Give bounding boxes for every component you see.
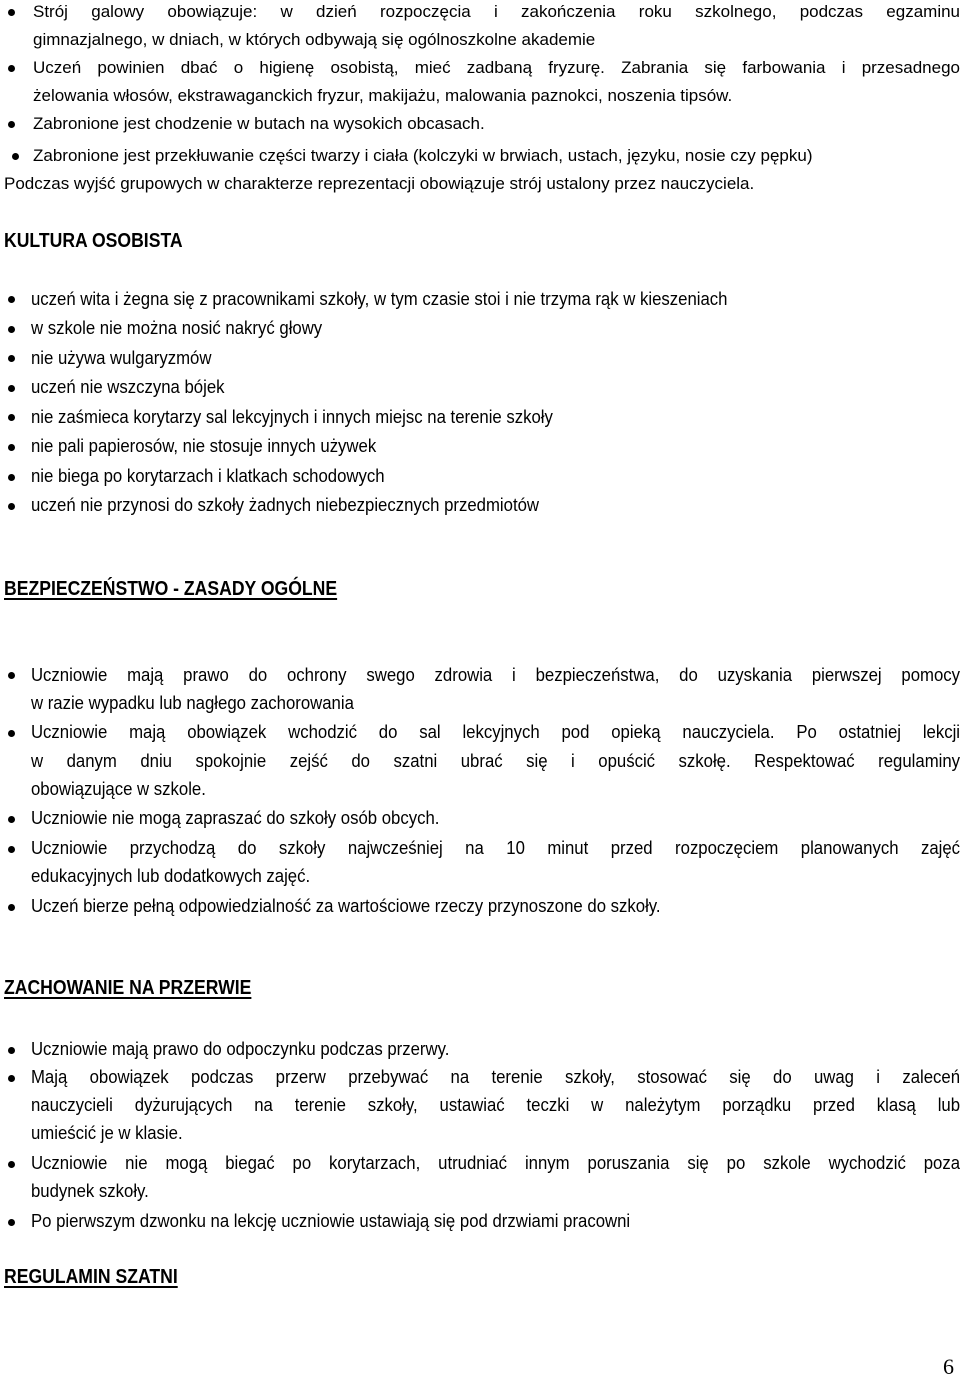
section-heading-text: REGULAMIN SZATNI [4, 1266, 178, 1288]
list-item-line: Zabronione jest chodzenie w butach na wysokich obcasach. [33, 114, 485, 133]
list-item-line: uczeń nie przynosi do szkoły żadnych niebezpiecznych przedmiotów [30, 495, 540, 515]
list-item-line: edukacyjnych lub dodatkowych zajęć. [30, 866, 311, 886]
list-item-line: budynek szkoły. [30, 1181, 149, 1201]
list-item-line: Uczniowie przychodzą do szkoły najwcześniej na 10 minut przed rozpoczęciem planowanych zajęć [30, 838, 960, 858]
list-item-line: uczeń nie wszczyna bójek [30, 377, 225, 397]
list-item-line: w szkole nie można nosić nakryć głowy [30, 318, 323, 338]
list-item-line: Uczniowie nie mogą biegać po korytarzach, utrudniać innym poruszania się po szkole wychodzić poza [30, 1153, 960, 1173]
list-item-line: nie pali papierosów, nie stosuje innych używek [30, 436, 377, 456]
list-item-line: uczeń wita i żegna się z pracownikami szkoły, w tym czasie stoi i nie trzyma rąk w kieszeniach [30, 289, 728, 309]
list-item-line: Uczeń powinien dbać o higienę osobistą, mieć zadbaną fryzurę. Zabrania się farbowania i przesadnego [33, 58, 960, 77]
list-item-line: Zabronione jest przekłuwanie części twarzy i ciała (kolczyki w brwiach, ustach, języku, nosie czy pępku) [33, 146, 813, 165]
section-heading-bezpieczenstwo [4, 577, 337, 601]
list-item-line: nie biega po korytarzach i klatkach schodowych [30, 466, 385, 486]
list-item-line: Uczniowie mają prawo do ochrony swego zdrowia i bezpieczeństwa, do uzyskania pierwszej pomocy [30, 665, 960, 685]
list-item-line: Strój galowy obowiązuje: w dzień rozpoczęcia i zakończenia roku szkolnego, podczas egzaminu [33, 2, 960, 21]
page-number: 6 [943, 1354, 954, 1379]
list-item-line: w razie wypadku lub nagłego zachorowania [30, 693, 354, 713]
list-item-line: w danym dniu spokojnie zejść do szatni ubrać się i opuścić szkołę. Respektować regulaminy [30, 751, 960, 771]
section-heading-przerwa [4, 976, 251, 1000]
list-item-line: żelowania włosów, ekstrawaganckich fryzur, makijażu, malowania paznokci, noszenia tipsów. [33, 86, 733, 105]
list-item-line: umieścić je w klasie. [30, 1123, 183, 1143]
list-item-line: Uczeń bierze pełną odpowiedzialność za wartościowe rzeczy przynoszone do szkoły. [30, 896, 661, 916]
list-item-line: nauczycieli dyżurujących na terenie szkoły, ustawiać teczki w należytym porządku przed klasą lub [30, 1095, 960, 1115]
list-item-line: nie zaśmieca korytarzy sal lekcyjnych i innych miejsc na terenie szkoły [30, 407, 553, 427]
list-item-line: Uczniowie mają prawo do odpoczynku podczas przerwy. [30, 1039, 450, 1059]
list-item-line: Uczniowie nie mogą zapraszać do szkoły osób obcych. [30, 808, 440, 828]
list-item-line: Po pierwszym dzwonku na lekcję uczniowie ustawiają się pod drzwiami pracowni [30, 1211, 631, 1231]
list-item-line: Mają obowiązek podczas przerw przebywać na terenie szkoły, stosować się do uwag i zaleceń [30, 1067, 960, 1087]
section-heading-text: ZACHOWANIE NA PRZERWIE [4, 977, 252, 999]
group-outing-note: Podczas wyjść grupowych w charakterze reprezentacji obowiązuje strój ustalony przez nauczyciela. [4, 174, 755, 193]
section-heading-text: BEZPIECZEŃSTWO - ZASADY OGÓLNE [4, 578, 338, 600]
list-item-line: nie używa wulgaryzmów [30, 348, 212, 368]
section-heading-kultura: KULTURA OSOBISTA [4, 230, 183, 252]
list-item-line: gimnazjalnego, w dniach, w których odbywają się ogólnoszkolne akademie [33, 30, 596, 49]
list-item-line: Uczniowie mają obowiązek wchodzić do sal lekcyjnych pod opieką nauczyciela. Po ostatniej lekcji [30, 722, 960, 742]
section-heading-szatnia [4, 1265, 178, 1289]
list-item-line: obowiązujące w szkole. [30, 779, 206, 799]
